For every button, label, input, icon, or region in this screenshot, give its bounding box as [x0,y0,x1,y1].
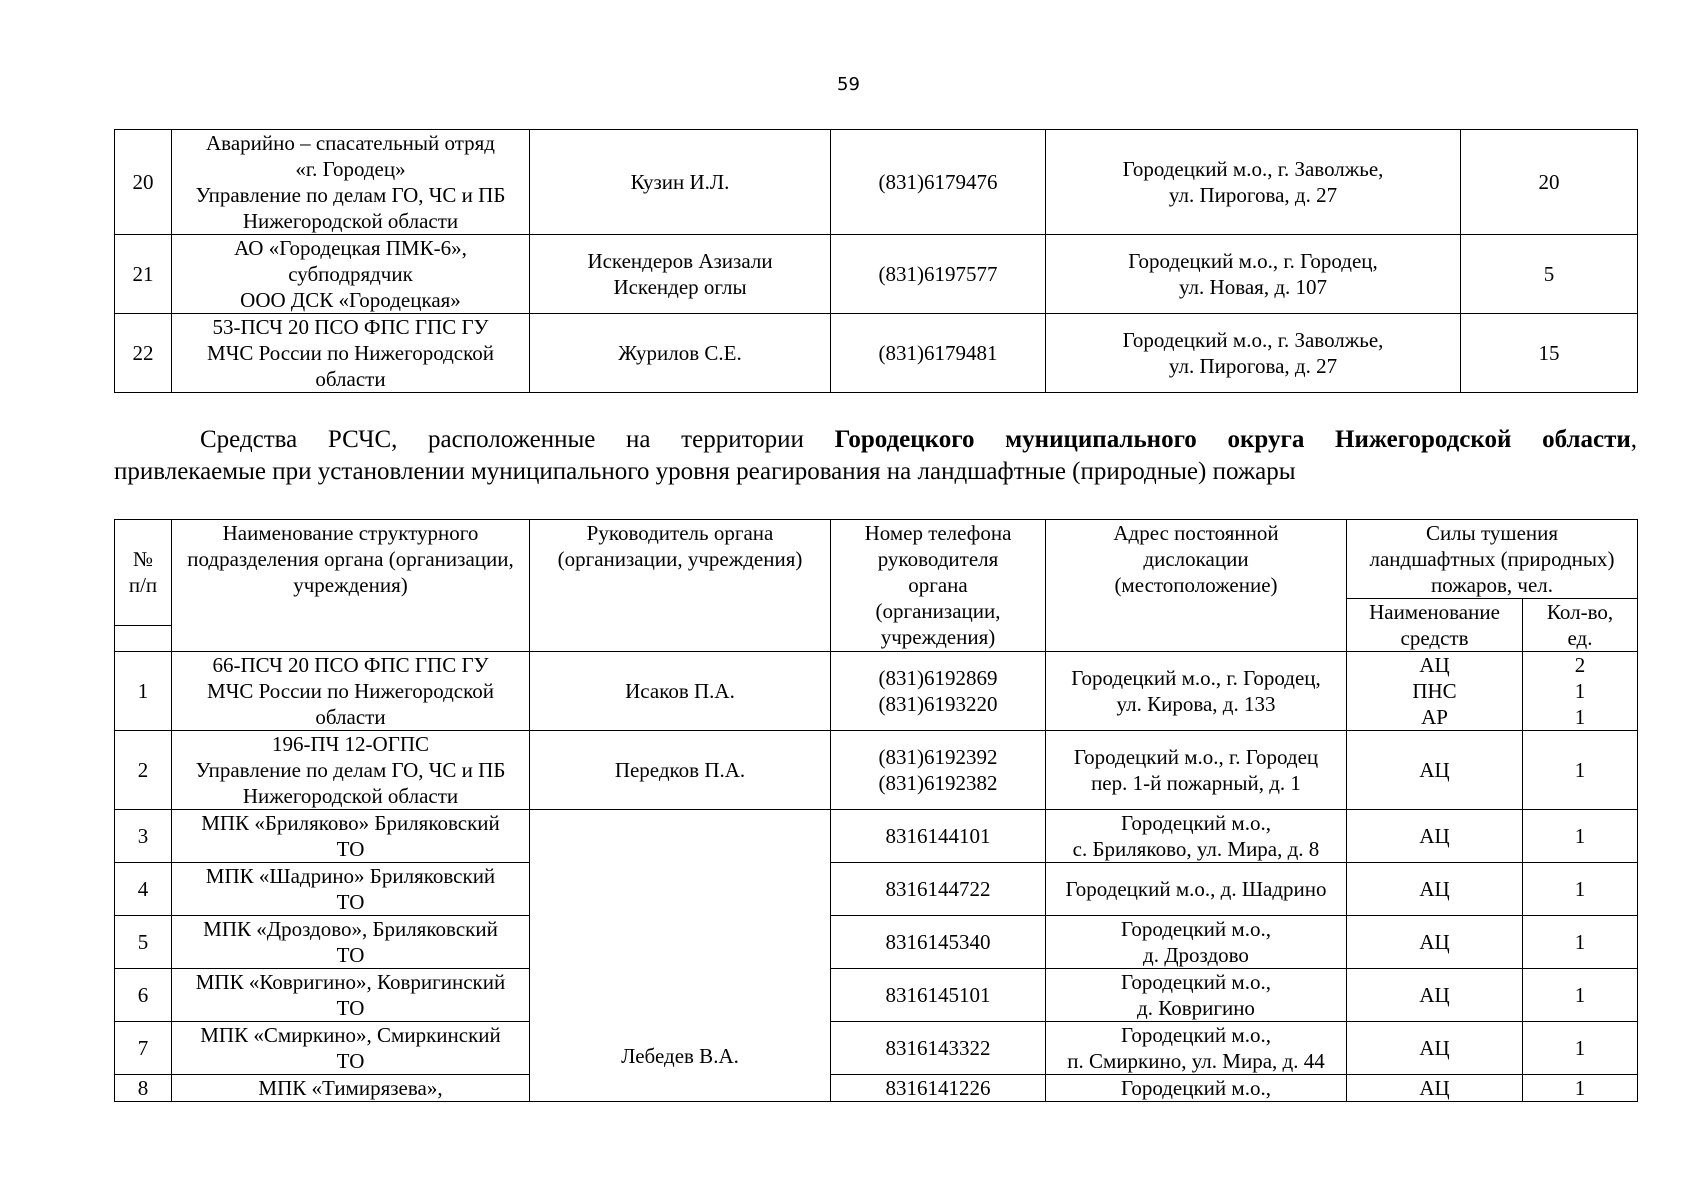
table-row [115,235,1638,314]
cell-num: 6 [115,969,172,1022]
cell-org: МПК «Бриляково» Бриляковский ТО [172,810,530,863]
table-row [115,810,1638,863]
cell-address: Городецкий м.о., [1046,1075,1347,1102]
cell-count: 20 [1461,130,1638,235]
heading-bold: Городецкого муниципального округа Нижегородской области [834,426,1631,453]
cell-head: Кузин И.Л. [530,130,831,235]
cell-phone: (831)6179481 [831,314,1046,393]
cell-means: АЦ [1347,916,1523,969]
header-phone: Номер телефона руководителя органа (организации, учреждения) [831,520,1046,652]
header-head: Руководитель органа (организации, учреждения) [530,520,831,652]
cell-address: Городецкий м.о., д. Ковригино [1046,969,1347,1022]
cell-org: 53-ПСЧ 20 ПСО ФПС ГПС ГУ МЧС России по Нижегородской области [172,314,530,393]
table-row [115,652,1638,731]
cell-head: Исаков П.А. [530,652,831,731]
cell-means: АЦ [1347,969,1523,1022]
table-row [115,1022,1638,1075]
section-heading: Средства РСЧС, расположенные на территории Городецкого муниципального округа Нижегородской области, привлекаемые при установлении муниципального уровня реагирования на ландшафтные (природные) пожары [114,426,1637,485]
cell-num: 8 [115,1075,172,1102]
cell-num: 20 [115,130,172,235]
cell-address: Городецкий м.о., г. Заволжье, ул. Пирогова, д. 27 [1046,130,1461,235]
cell-org: МПК «Ковригино», Ковригинский ТО [172,969,530,1022]
header-num: № п/п [115,520,172,626]
cell-org: Аварийно – спасательный отряд «г. Городец» Управление по делам ГО, ЧС и ПБ Нижегородской области [172,130,530,235]
table-row [115,916,1638,969]
cell-num: 22 [115,314,172,393]
cell-num: 1 [115,652,172,731]
header-forces: Силы тушения ландшафтных (природных) пожаров, чел. [1347,520,1638,599]
cell-qty: 1 [1523,1075,1638,1102]
cell-address: Городецкий м.о., д. Дроздово [1046,916,1347,969]
header-means: Наименование средств [1347,599,1523,652]
cell-qty: 1 [1523,969,1638,1022]
cell-phone: (831)6179476 [831,130,1046,235]
cell-phone: (831)6192392 (831)6192382 [831,731,1046,810]
cell-count: 15 [1461,314,1638,393]
cell-means: АЦ ПНС АР [1347,652,1523,731]
table-row [115,314,1638,393]
cell-means: АЦ [1347,1022,1523,1075]
cell-means: АЦ [1347,863,1523,916]
cell-head: Передков П.А. [530,731,831,810]
cell-org: МПК «Тимирязева», [172,1075,530,1102]
cell-num: 3 [115,810,172,863]
cell-num: 7 [115,1022,172,1075]
table-row [115,969,1638,1022]
cell-address: Городецкий м.о., г. Городец, ул. Новая, д. 107 [1046,235,1461,314]
cell-org: АО «Городецкая ПМК-6», субподрядчик ООО ДСК «Городецкая» [172,235,530,314]
cell-phone: 8316145340 [831,916,1046,969]
cell-org: 196-ПЧ 12-ОГПС Управление по делам ГО, ЧС и ПБ Нижегородской области [172,731,530,810]
cell-num: 5 [115,916,172,969]
cell-qty: 1 [1523,863,1638,916]
cell-address: Городецкий м.о., п. Смиркино, ул. Мира, д. 44 [1046,1022,1347,1075]
cell-head: Журилов С.Е. [530,314,831,393]
cell-org: 66-ПСЧ 20 ПСО ФПС ГПС ГУ МЧС России по Нижегородской области [172,652,530,731]
header-address: Адрес постоянной дислокации (местоположение) [1046,520,1347,652]
cell-org: МПК «Дроздово», Бриляковский ТО [172,916,530,969]
header-org: Наименование структурного подразделения органа (организации, учреждения) [172,520,530,652]
table-row [115,863,1638,916]
table-row [115,731,1638,810]
cell-qty: 1 [1523,810,1638,863]
cell-address: Городецкий м.о., г. Заволжье, ул. Пирогова, д. 27 [1046,314,1461,393]
cell-qty: 2 1 1 [1523,652,1638,731]
cell-org: МПК «Шадрино» Бриляковский ТО [172,863,530,916]
cell-qty: 1 [1523,1022,1638,1075]
main-table [114,519,1638,1102]
heading-line2: привлекаемые при установлении муниципального уровня реагирования на ландшафтные (природные) пожары [114,458,1296,485]
cell-address: Городецкий м.о., с. Бриляково, ул. Мира, д. 8 [1046,810,1347,863]
cell-qty: 1 [1523,916,1638,969]
cell-phone: 8316144722 [831,863,1046,916]
page-number: 59 [837,74,860,95]
cell-means: АЦ [1347,731,1523,810]
table-row [115,1075,1638,1102]
cell-phone: 8316144101 [831,810,1046,863]
table-row [115,130,1638,235]
cell-address: Городецкий м.о., г. Городец, ул. Кирова, д. 133 [1046,652,1347,731]
cell-num: 2 [115,731,172,810]
cell-means: АЦ [1347,810,1523,863]
cell-num: 4 [115,863,172,916]
cell-address: Городецкий м.о., д. Шадрино [1046,863,1347,916]
cell-qty: 1 [1523,731,1638,810]
cell-phone: (831)6192869 (831)6193220 [831,652,1046,731]
cell-phone: (831)6197577 [831,235,1046,314]
cell-org: МПК «Смиркино», Смиркинский ТО [172,1022,530,1075]
cell-phone: 8316143322 [831,1022,1046,1075]
cell-head-shared: Лебедев В.А. [530,810,831,1102]
cell-head: Искендеров Азизали Искендер оглы [530,235,831,314]
top-table [114,129,1638,393]
cell-count: 5 [1461,235,1638,314]
cell-phone: 8316145101 [831,969,1046,1022]
cell-means: АЦ [1347,1075,1523,1102]
cell-phone: 8316141226 [831,1075,1046,1102]
header-num-spacer [115,625,172,652]
cell-address: Городецкий м.о., г. Городец пер. 1-й пожарный, д. 1 [1046,731,1347,810]
cell-num: 21 [115,235,172,314]
header-qty: Кол-во, ед. [1523,599,1638,652]
